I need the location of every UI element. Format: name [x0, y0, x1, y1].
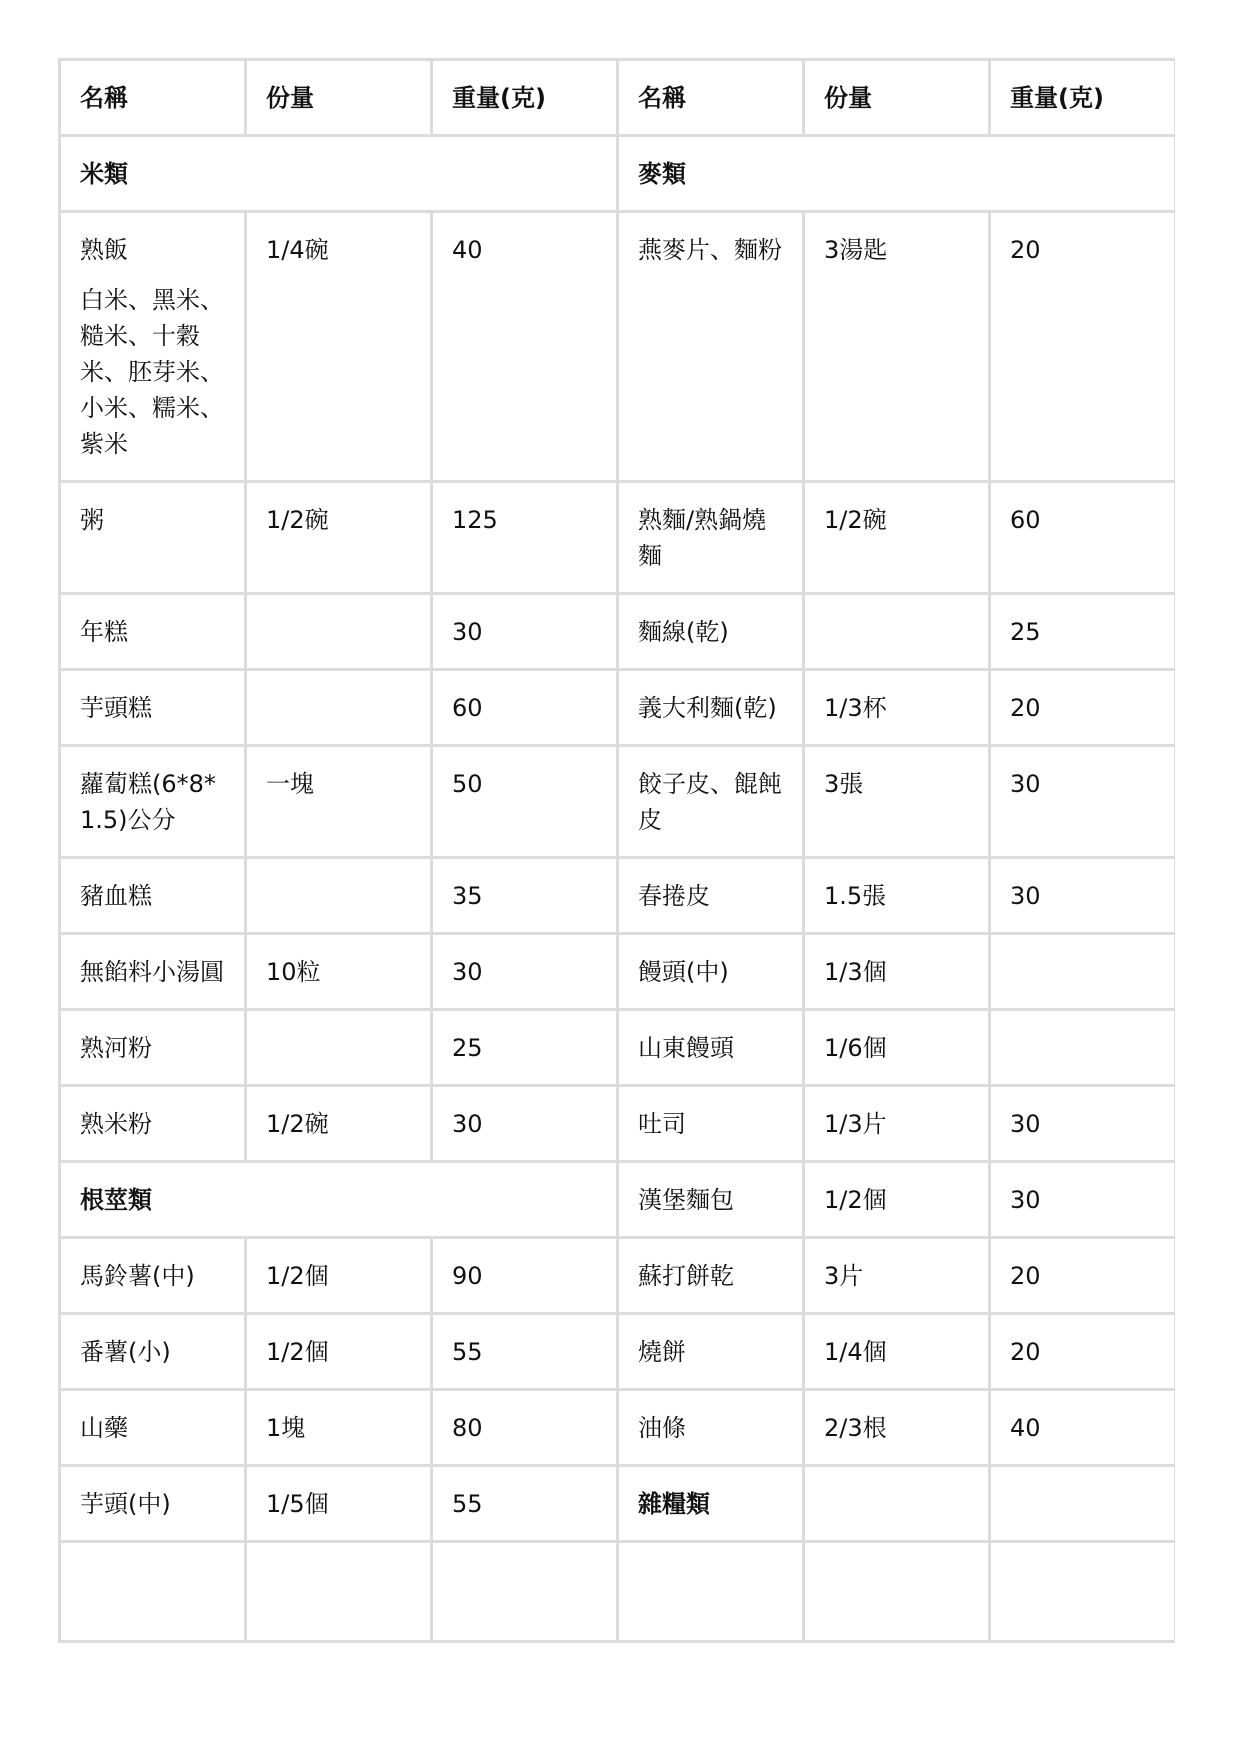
section-heading-left: 根莖類: [60, 1162, 618, 1238]
cell-weight-right: [990, 1466, 1176, 1542]
cell-portion-right: 1/4個: [804, 1314, 990, 1390]
table-row: [60, 1086, 1176, 1162]
cell-portion-right: [804, 1466, 990, 1542]
cell-weight-left: 90: [432, 1238, 618, 1314]
table-row: [60, 934, 1176, 1010]
cell-weight-left: 35: [432, 858, 618, 934]
table-row: [60, 594, 1176, 670]
table-row: [60, 1162, 1176, 1238]
table-body: [60, 136, 1176, 1642]
cell-name-right: 燒餅: [618, 1314, 804, 1390]
cell-weight-right: 20: [990, 1238, 1176, 1314]
cell-weight-left: 125: [432, 482, 618, 594]
cell-portion-right: 1/3片: [804, 1086, 990, 1162]
cell-name-right: 吐司: [618, 1086, 804, 1162]
cell-weight-right: [990, 1542, 1176, 1642]
cell-weight-left: 30: [432, 1086, 618, 1162]
cell-name-left: 年糕: [60, 594, 246, 670]
cell-portion-left: 1/4碗: [246, 212, 432, 482]
cell-name-right: [618, 1542, 804, 1642]
section-heading-right: 麥類: [618, 136, 1176, 212]
cell-portion-right: 3張: [804, 746, 990, 858]
cell-name-left: 熟米粉: [60, 1086, 246, 1162]
cell-portion-right: 1/3杯: [804, 670, 990, 746]
section-heading-left: 米類: [60, 136, 618, 212]
cell-name-right: 饅頭(中): [618, 934, 804, 1010]
table-row: [60, 1390, 1176, 1466]
cell-portion-left: 1/2碗: [246, 1086, 432, 1162]
header-weight-right: 重量(克): [990, 60, 1176, 136]
header-row: [60, 60, 1176, 136]
header-portion-right: 份量: [804, 60, 990, 136]
cell-weight-left: 30: [432, 934, 618, 1010]
cell-portion-left: 1/2碗: [246, 482, 432, 594]
cell-name-left: 無餡料小湯圓: [60, 934, 246, 1010]
section-row: [60, 136, 1176, 212]
cell-weight-right: 30: [990, 1086, 1176, 1162]
cell-weight-right: 20: [990, 670, 1176, 746]
cell-portion-right: 1/6個: [804, 1010, 990, 1086]
cell-portion-right: 1/2個: [804, 1162, 990, 1238]
cell-portion-left: 1塊: [246, 1390, 432, 1466]
cell-portion-left: 1/2個: [246, 1314, 432, 1390]
cell-weight-right: 30: [990, 858, 1176, 934]
cell-name-left: 蘿蔔糕(6*8*1.5)公分: [60, 746, 246, 858]
item-name: 熟飯: [80, 236, 128, 264]
cell-name-left: 芋頭糕: [60, 670, 246, 746]
table-row: [60, 212, 1176, 482]
cell-portion-left: 10粒: [246, 934, 432, 1010]
cell-weight-right: 30: [990, 1162, 1176, 1238]
cell-name-left: [60, 212, 246, 482]
cell-name-right: 蘇打餅乾: [618, 1238, 804, 1314]
cell-portion-right: [804, 594, 990, 670]
cell-name-left: 山藥: [60, 1390, 246, 1466]
table-row: [60, 1466, 1176, 1542]
cell-portion-right: 3湯匙: [804, 212, 990, 482]
table-container: [58, 58, 1175, 1690]
cell-weight-left: 80: [432, 1390, 618, 1466]
cell-name-right: 山東饅頭: [618, 1010, 804, 1086]
cell-portion-left: [246, 594, 432, 670]
table-row: [60, 482, 1176, 594]
cell-name-left: 粥: [60, 482, 246, 594]
item-subtypes: 白米、黑米、糙米、十穀米、胚芽米、小米、糯米、紫米: [80, 286, 224, 458]
cell-portion-left: [246, 1542, 432, 1642]
cell-weight-left: 60: [432, 670, 618, 746]
header-name-right: 名稱: [618, 60, 804, 136]
cell-weight-left: 40: [432, 212, 618, 482]
cell-weight-left: [432, 1542, 618, 1642]
cell-weight-right: 20: [990, 212, 1176, 482]
cell-name-left: 馬鈴薯(中): [60, 1238, 246, 1314]
food-portion-table: [58, 58, 1175, 1643]
cell-portion-left: [246, 858, 432, 934]
cell-portion-left: [246, 670, 432, 746]
cell-weight-right: 20: [990, 1314, 1176, 1390]
cell-weight-left: 55: [432, 1314, 618, 1390]
cell-portion-left: [246, 1010, 432, 1086]
cell-name-right: 熟麵/熟鍋燒麵: [618, 482, 804, 594]
header-portion-left: 份量: [246, 60, 432, 136]
cell-name-left: 豬血糕: [60, 858, 246, 934]
cell-name-right: 麵線(乾): [618, 594, 804, 670]
table-row-partial: [60, 1542, 1176, 1642]
header-weight-left: 重量(克): [432, 60, 618, 136]
cell-name-left: 芋頭(中): [60, 1466, 246, 1542]
cell-weight-left: 55: [432, 1466, 618, 1542]
cell-name-right: 油條: [618, 1390, 804, 1466]
cell-name-right: 春捲皮: [618, 858, 804, 934]
cell-weight-left: 50: [432, 746, 618, 858]
cell-name-left: [60, 1542, 246, 1642]
table-row: [60, 746, 1176, 858]
table-row: [60, 1238, 1176, 1314]
cell-weight-right: 40: [990, 1390, 1176, 1466]
section-heading-right: 雜糧類: [618, 1466, 804, 1542]
cell-portion-left: 1/5個: [246, 1466, 432, 1542]
cell-name-right: 餃子皮、餛飩皮: [618, 746, 804, 858]
cell-name-right: 燕麥片、麵粉: [618, 212, 804, 482]
cell-name-right: 義大利麵(乾): [618, 670, 804, 746]
cell-portion-right: 1.5張: [804, 858, 990, 934]
cell-name-left: 番薯(小): [60, 1314, 246, 1390]
cell-weight-left: 30: [432, 594, 618, 670]
cell-portion-right: [804, 1542, 990, 1642]
cell-portion-right: 1/3個: [804, 934, 990, 1010]
cell-portion-left: 一塊: [246, 746, 432, 858]
cell-portion-left: 1/2個: [246, 1238, 432, 1314]
cell-name-left: 熟河粉: [60, 1010, 246, 1086]
cell-name-right: 漢堡麵包: [618, 1162, 804, 1238]
cell-portion-right: 3片: [804, 1238, 990, 1314]
table-row: [60, 1010, 1176, 1086]
cell-portion-right: 2/3根: [804, 1390, 990, 1466]
table-row: [60, 858, 1176, 934]
header-name-left: 名稱: [60, 60, 246, 136]
cell-weight-right: [990, 934, 1176, 1010]
cell-weight-right: 25: [990, 594, 1176, 670]
table-row: [60, 670, 1176, 746]
cell-weight-right: 60: [990, 482, 1176, 594]
cell-weight-right: 30: [990, 746, 1176, 858]
cell-weight-left: 25: [432, 1010, 618, 1086]
table-row: [60, 1314, 1176, 1390]
cell-portion-right: 1/2碗: [804, 482, 990, 594]
cell-weight-right: [990, 1010, 1176, 1086]
